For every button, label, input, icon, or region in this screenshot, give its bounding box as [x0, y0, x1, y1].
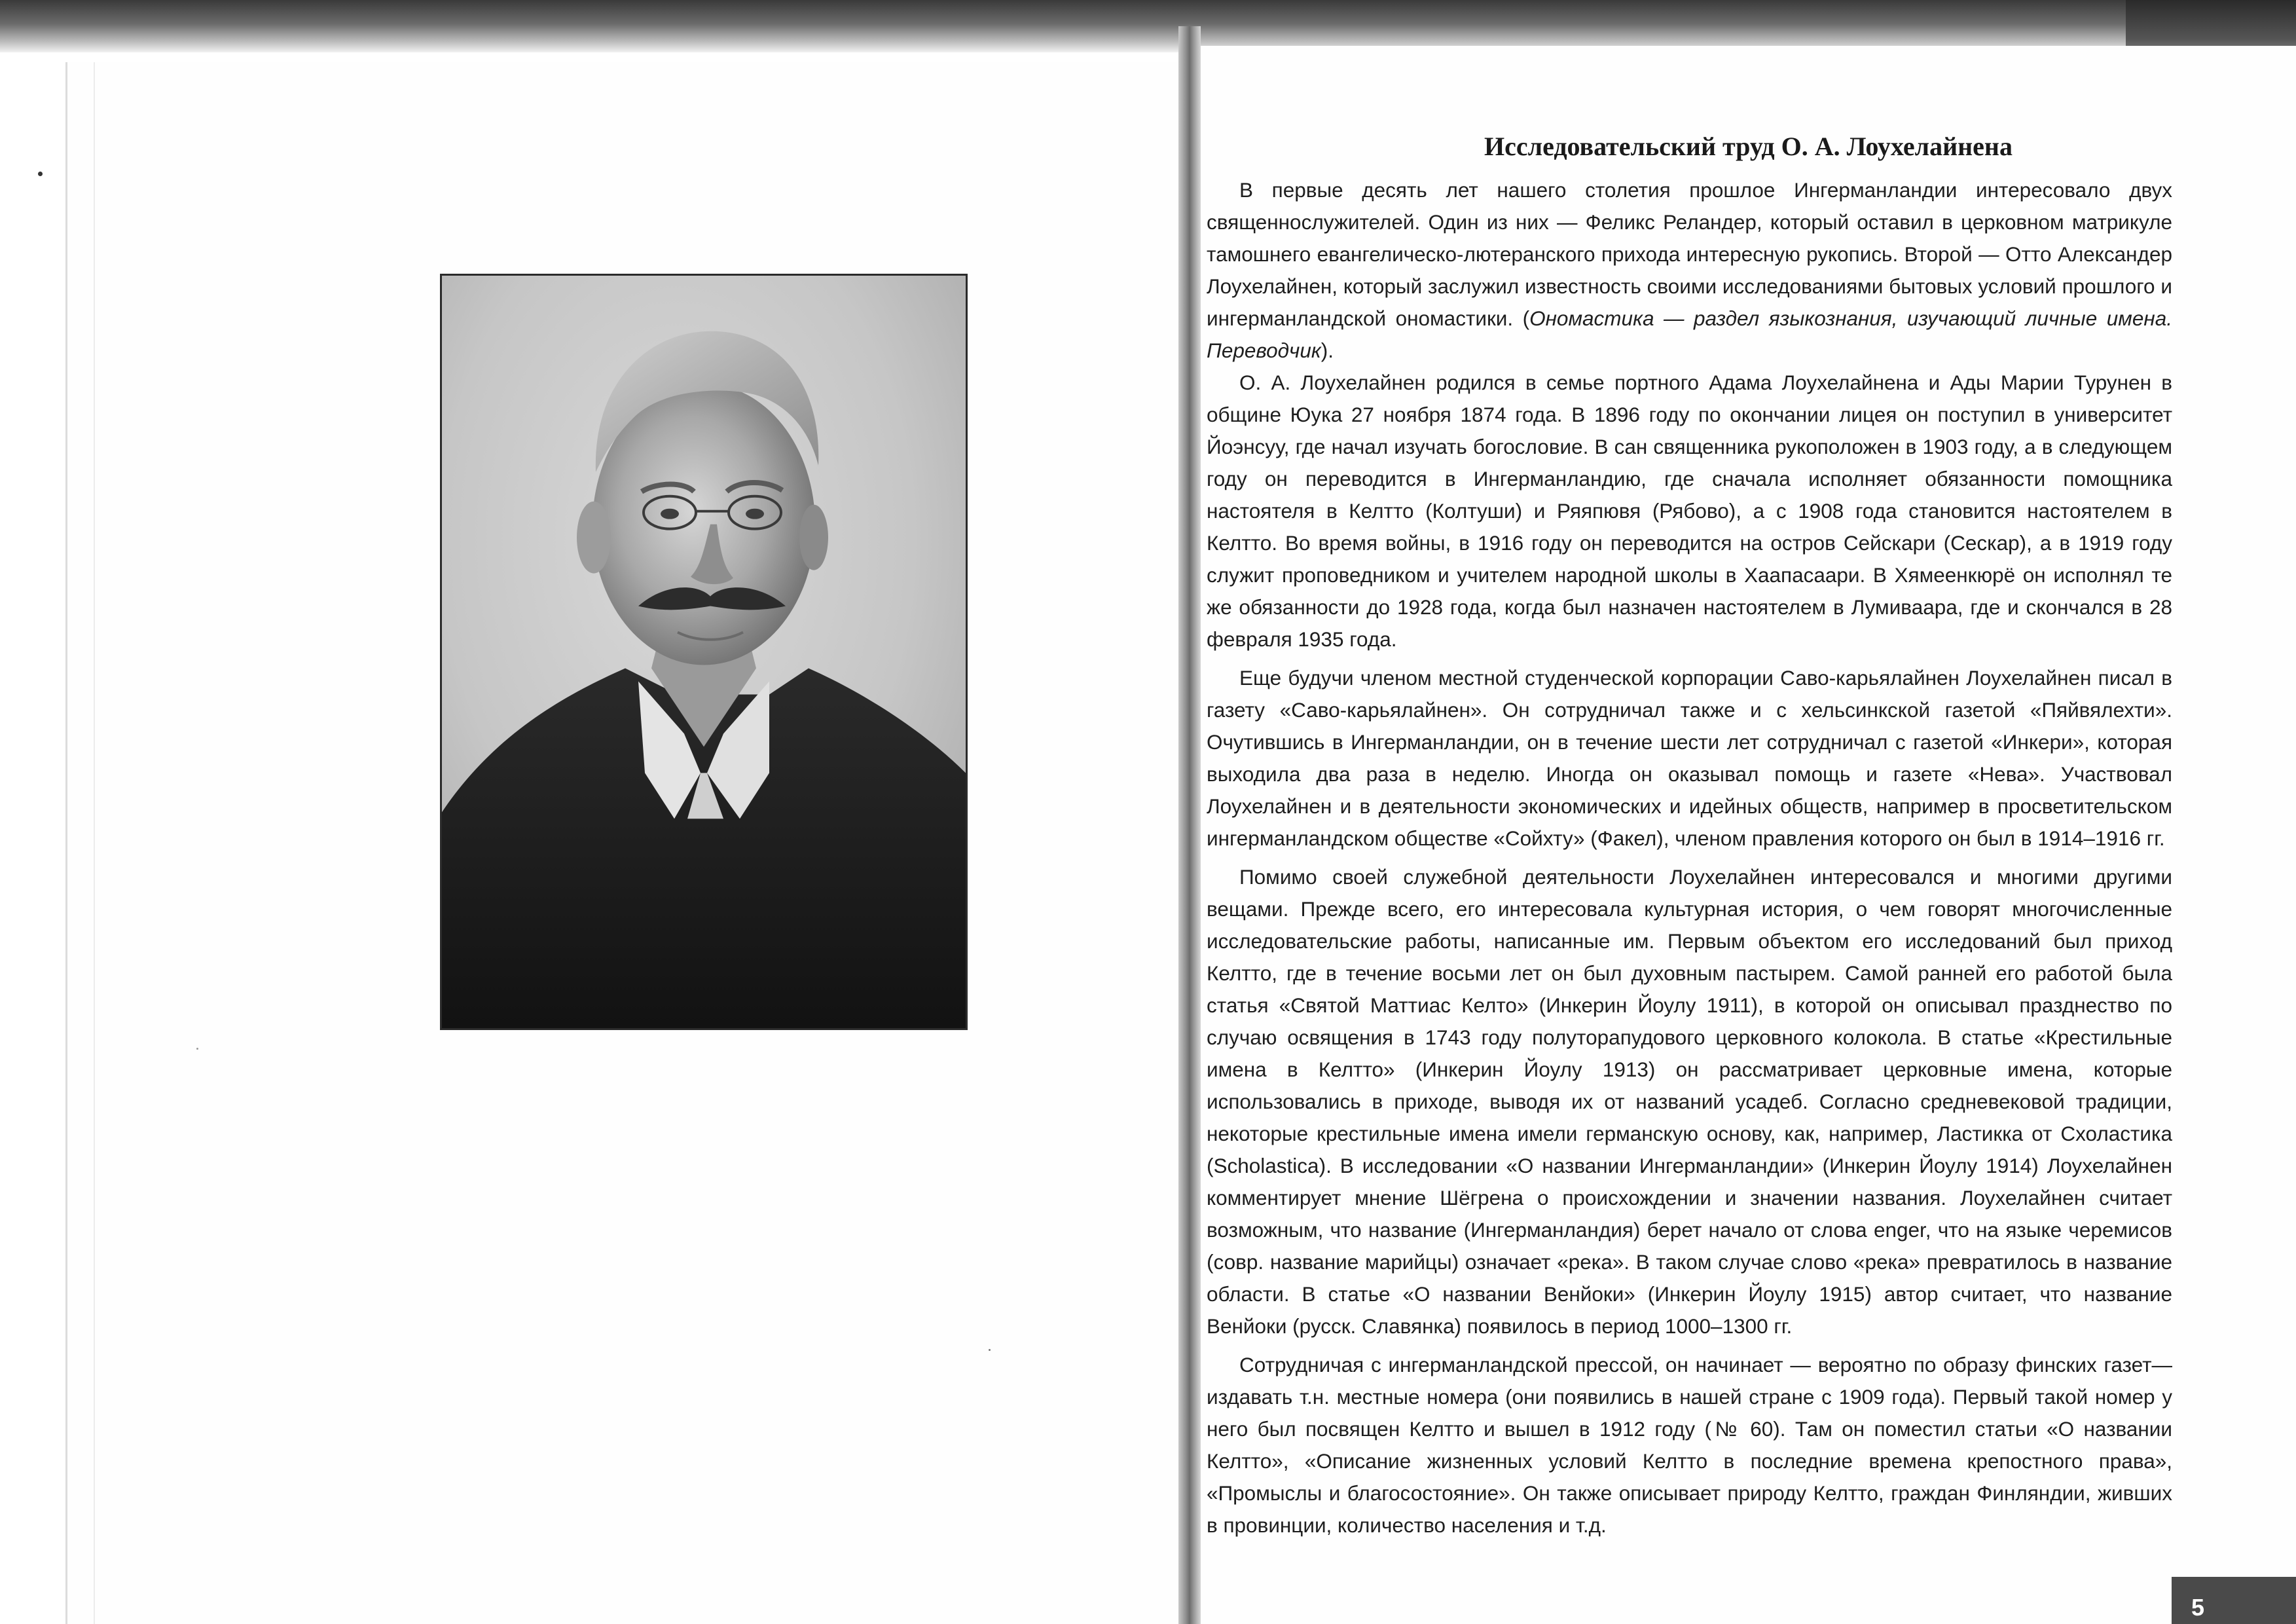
paragraph-text: ).	[1321, 339, 1334, 362]
article-title: Исследовательский труд О. А. Лоухелайнена	[1484, 132, 2013, 161]
translator-note: Ономастика — раздел языкознания, изучающий личные имена. Переводчик	[1207, 306, 2172, 362]
portrait-image	[442, 276, 966, 1028]
scan-speck	[38, 172, 43, 176]
paragraph: Еще будучи членом местной студенческой корпорации Саво-карьялайнен Лоухелайнен писал в газету «Саво-карьялайнен». Он сотрудничал также и с хельсинкской газетой «Пяйвялехти». Очутившись в Ингерманландии, он в течение шести лет сотрудничал с газетой «Инкери», которая выходила два раза в неделю. Иногда он оказывал помощь и газете «Нева». Участвовал Лоухелайнен и в деятельности экономических и идейных обществ, например в просветительском ингерманландском обществе «Сойхту» (Факел), членом правления которого он был в 1914–1916 гг.	[1207, 666, 2172, 850]
page-number-tab	[2172, 1577, 2296, 1624]
show-through-text	[968, 275, 1151, 373]
paragraph: О. А. Лоухелайнен родился в семье портного Адама Лоухелайнена и Ады Марии Турунен в общине Юука 27 ноября 1874 года. В 1896 году по окончании лицея он поступил в университет Йоэнсуу, где начал изучать богословие. В сан священника рукоположен в 1903 году, а в следующем году он переводится в Ингерманландию, где сначала исполняет обязанности помощника настоятеля в Келтто (Колтуши) и Ряяпювя (Рябово), а с 1908 года становится настоятелем в Келтто. Во время войны, в 1916 году он переводится на остров Сейскари (Сескар), а в 1919 году служит проповедником и учителем народной школы в Хаапасаари. В Хямеенкюрё он исполнял те же обязанности до 1928 года, когда был назначен настоятелем в Лумиваара, где и скончался в 28 февраля 1935 года.	[1207, 371, 2172, 651]
book-gutter	[1178, 26, 1201, 1624]
portrait-photo	[440, 274, 968, 1030]
paragraph	[1207, 174, 2172, 367]
paragraph: Сотрудничая с ингерманландской прессой, он начинает — вероятно по образу финских газет— издавать т.н. местные номера (они появились в нашей стране с 1909 года). Первый такой номер у него был посвящен Келтто и вышел в 1912 году (№ 60). Там он поместил статьи «О названии Келтто», «Описание жизненных условий Келтто в последние времена крепостного права», «Промыслы и благосостояние». Он также описывает природу Келтто, граждан Финляндии, живших в провинции, количество населения и т.д.	[1207, 1353, 2172, 1537]
scan-top-shadow	[0, 0, 2296, 52]
article-body	[1207, 174, 2172, 1541]
paragraph-text: В первые десять лет нашего столетия прошлое Ингерманландии интересовало двух священнослужителей. Один из них — Феликс Реландер, который оставил в церковном матрикуле тамошнего евангелическо-лютеранского прихода интересную рукопись. Второй — Отто Александер Лоухелайнен, который заслужил известность своими исследованиями бытовых условий прошлого и ингерманландской ономастики. (	[1207, 178, 2172, 330]
page-number: 5	[2191, 1594, 2205, 1621]
paragraph: Помимо своей служебной деятельности Лоухелайнен интересовался и многими другими вещами. Прежде всего, его интересовала культурная история, о чем говорят многочисленные исследовательские работы, написанные им. Первым объектом его исследований был приход Келтто, где в течение восьми лет он был духовным пастырем. Самой ранней его работой была статья «Святой Маттиас Келто» (Инкерин Йоулу 1911), в которой он описывал празднество по случаю освящения в 1743 году полуторапудового церковного колокола. В статье «Крестильные имена в Келтто» (Инкерин Йоулу 1913) он рассматривает церковные имена, которые использовались в приходе, выводя их от названий усадеб. Согласно средневековой традиции, некоторые крестильные имена имели германскую основу, как, например, Ластикка от Схоластика (Scholastica). В исследовании «О названии Ингерманландии» (Инкерин Йоулу 1914) Лоухелайнен комментирует мнение Шёгрена о происхождении и значении названия. Лоухелайнен считает возможным, что название (Ингерманландия) берет начало от слова enger, что на языке черемисов (совр. название марийцы) означает «река». В таком случае слово «река» превратилось в название области. В статье «О названии Венйоки» (Инкерин Йоулу 1915) автор считает, что название Венйоки (русск. Славянка) появилось в период 1000–1300 гг.	[1207, 865, 2172, 1338]
scan-speck	[196, 1048, 198, 1050]
scan-speck	[989, 1349, 991, 1351]
